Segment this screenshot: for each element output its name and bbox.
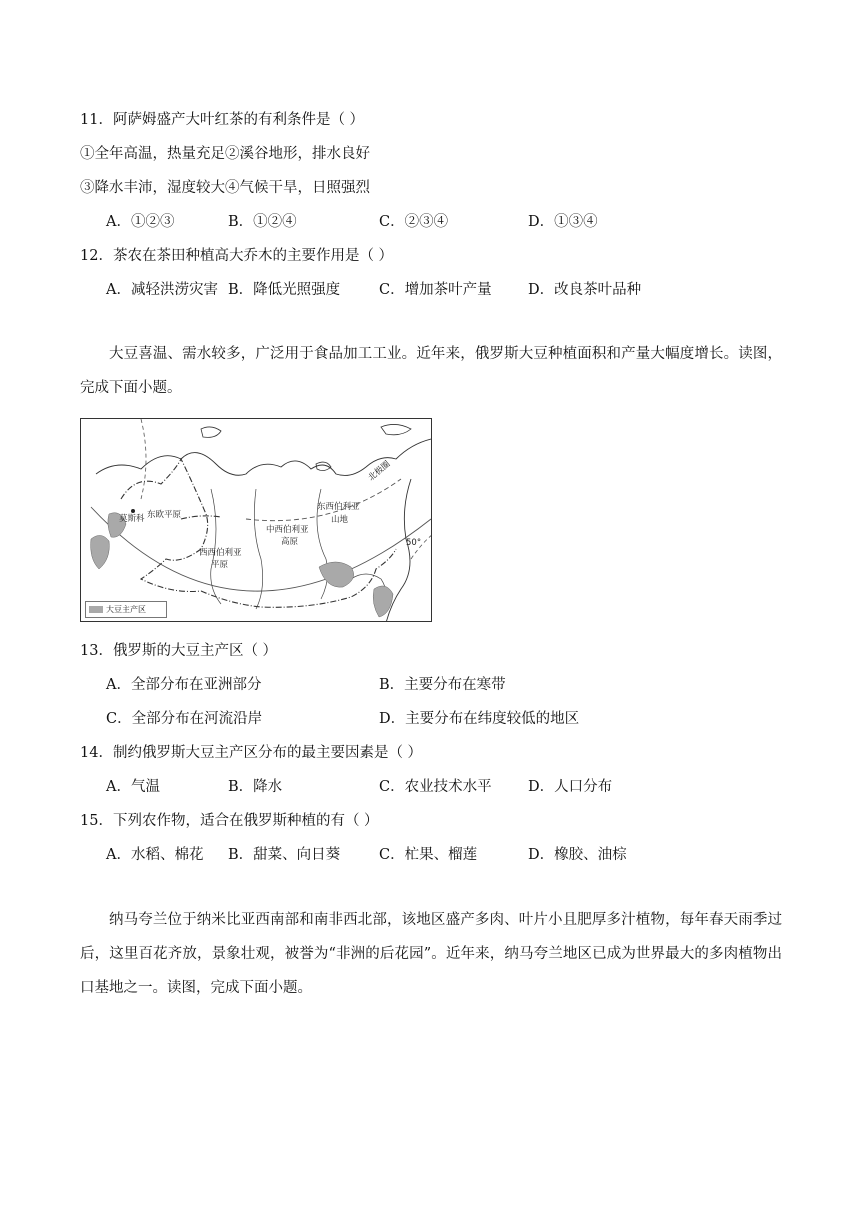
ural-border	[181, 516, 221, 519]
q11-condition-line-1: ①全年高温，热量充足②溪谷地形，排水良好	[80, 146, 370, 162]
label-west-siberian-plain-2: 平原	[211, 560, 229, 570]
label-central-siberian-plateau-1: 中西伯利亚	[266, 525, 309, 535]
q15-option-d[interactable]: D．橡胶、油棕	[528, 847, 627, 863]
label-east-siberian-mountains-2: 山地	[331, 515, 349, 525]
q15-option-a[interactable]: A．水稻、棉花	[106, 847, 204, 863]
q13-option-b[interactable]: B．主要分布在寒带	[379, 677, 506, 693]
q14-option-a[interactable]: A．气温	[106, 779, 160, 795]
label-central-siberian-plateau-2: 高原	[281, 537, 299, 547]
moscow-marker	[131, 509, 135, 513]
q14-option-d[interactable]: D．人口分布	[528, 779, 613, 795]
soy-area-primorye	[373, 586, 393, 617]
legend-label: 大豆主产区	[106, 605, 146, 614]
map-legend	[85, 601, 167, 618]
q14-option-c[interactable]: C．农业技术水平	[379, 779, 492, 795]
soy-area-amur	[319, 562, 354, 587]
label-moscow: 莫斯科	[119, 514, 145, 524]
national-border	[121, 459, 396, 607]
q13-option-d[interactable]: D．主要分布在纬度较低的地区	[379, 711, 580, 727]
q15-stem: 15．下列农作物，适合在俄罗斯种植的有（ ）	[80, 813, 379, 829]
q14-option-b[interactable]: B．降水	[228, 779, 283, 795]
q13-option-c[interactable]: C．全部分布在河流沿岸	[106, 711, 263, 727]
q11-option-c[interactable]: C．②③④	[379, 214, 449, 230]
label-east-siberian-mountains-1: 东西伯利亚	[317, 502, 360, 512]
arctic-circle-line	[246, 479, 401, 521]
passage-soybean: 大豆喜温、需水较多，广泛用于食品加工工业。近年来，俄罗斯大豆种植面积和产量大幅度增长。读图，完成下面小题。	[80, 346, 782, 396]
q12-option-d[interactable]: D．改良茶叶品种	[528, 282, 642, 298]
soy-area-west	[91, 535, 110, 569]
island-1	[201, 427, 221, 437]
label-west-siberian-plain-1: 西西伯利亚	[199, 548, 242, 558]
q12-option-a[interactable]: A．减轻洪涝灾害	[106, 282, 218, 298]
q11-condition-line-2: ③降水丰沛，湿度较大④气候干旱，日照强烈	[80, 180, 370, 196]
q12-option-c[interactable]: C．增加茶叶产量	[379, 282, 492, 298]
passage-namaqualand: 纳马夸兰位于纳米比亚西南部和南非西北部，该地区盛产多肉、叶片小且肥厚多汁植物，每年春天雨季过后，这里百花齐放，景象壮观，被誉为“非洲的后花园”。近年来，纳马夸兰地区已成为世界最大的多肉植物出口基地之一。读图，完成下面小题。	[80, 912, 782, 996]
label-east-european-plain: 东欧平原	[147, 510, 182, 520]
q11-option-b[interactable]: B．①②④	[228, 214, 297, 230]
q12-stem: 12．茶农在茶田种植高大乔木的主要作用是（ ）	[80, 248, 394, 264]
q15-option-b[interactable]: B．甜菜、向日葵	[228, 847, 341, 863]
q14-stem: 14．制约俄罗斯大豆主产区分布的最主要因素是（ ）	[80, 745, 423, 761]
label-arctic-circle: 北极圈	[366, 459, 393, 484]
q13-stem: 13．俄罗斯的大豆主产区（ ）	[80, 643, 278, 659]
dashed-meridian	[141, 419, 146, 499]
q15-option-c[interactable]: C．杧果、榴莲	[379, 847, 478, 863]
q13-option-a[interactable]: A．全部分布在亚洲部分	[106, 677, 262, 693]
island-3	[381, 424, 411, 434]
q11-option-d[interactable]: D．①③④	[528, 214, 598, 230]
q12-option-b[interactable]: B．降低光照强度	[228, 282, 341, 298]
legend-swatch	[89, 606, 103, 613]
label-lat-50: 50°	[406, 538, 422, 548]
q11-stem: 11．阿萨姆盛产大叶红茶的有利条件是（ ）	[80, 112, 365, 128]
map-graphic	[81, 419, 432, 622]
russia-soybean-map	[80, 418, 432, 622]
q11-option-a[interactable]: A．①②③	[106, 214, 175, 230]
